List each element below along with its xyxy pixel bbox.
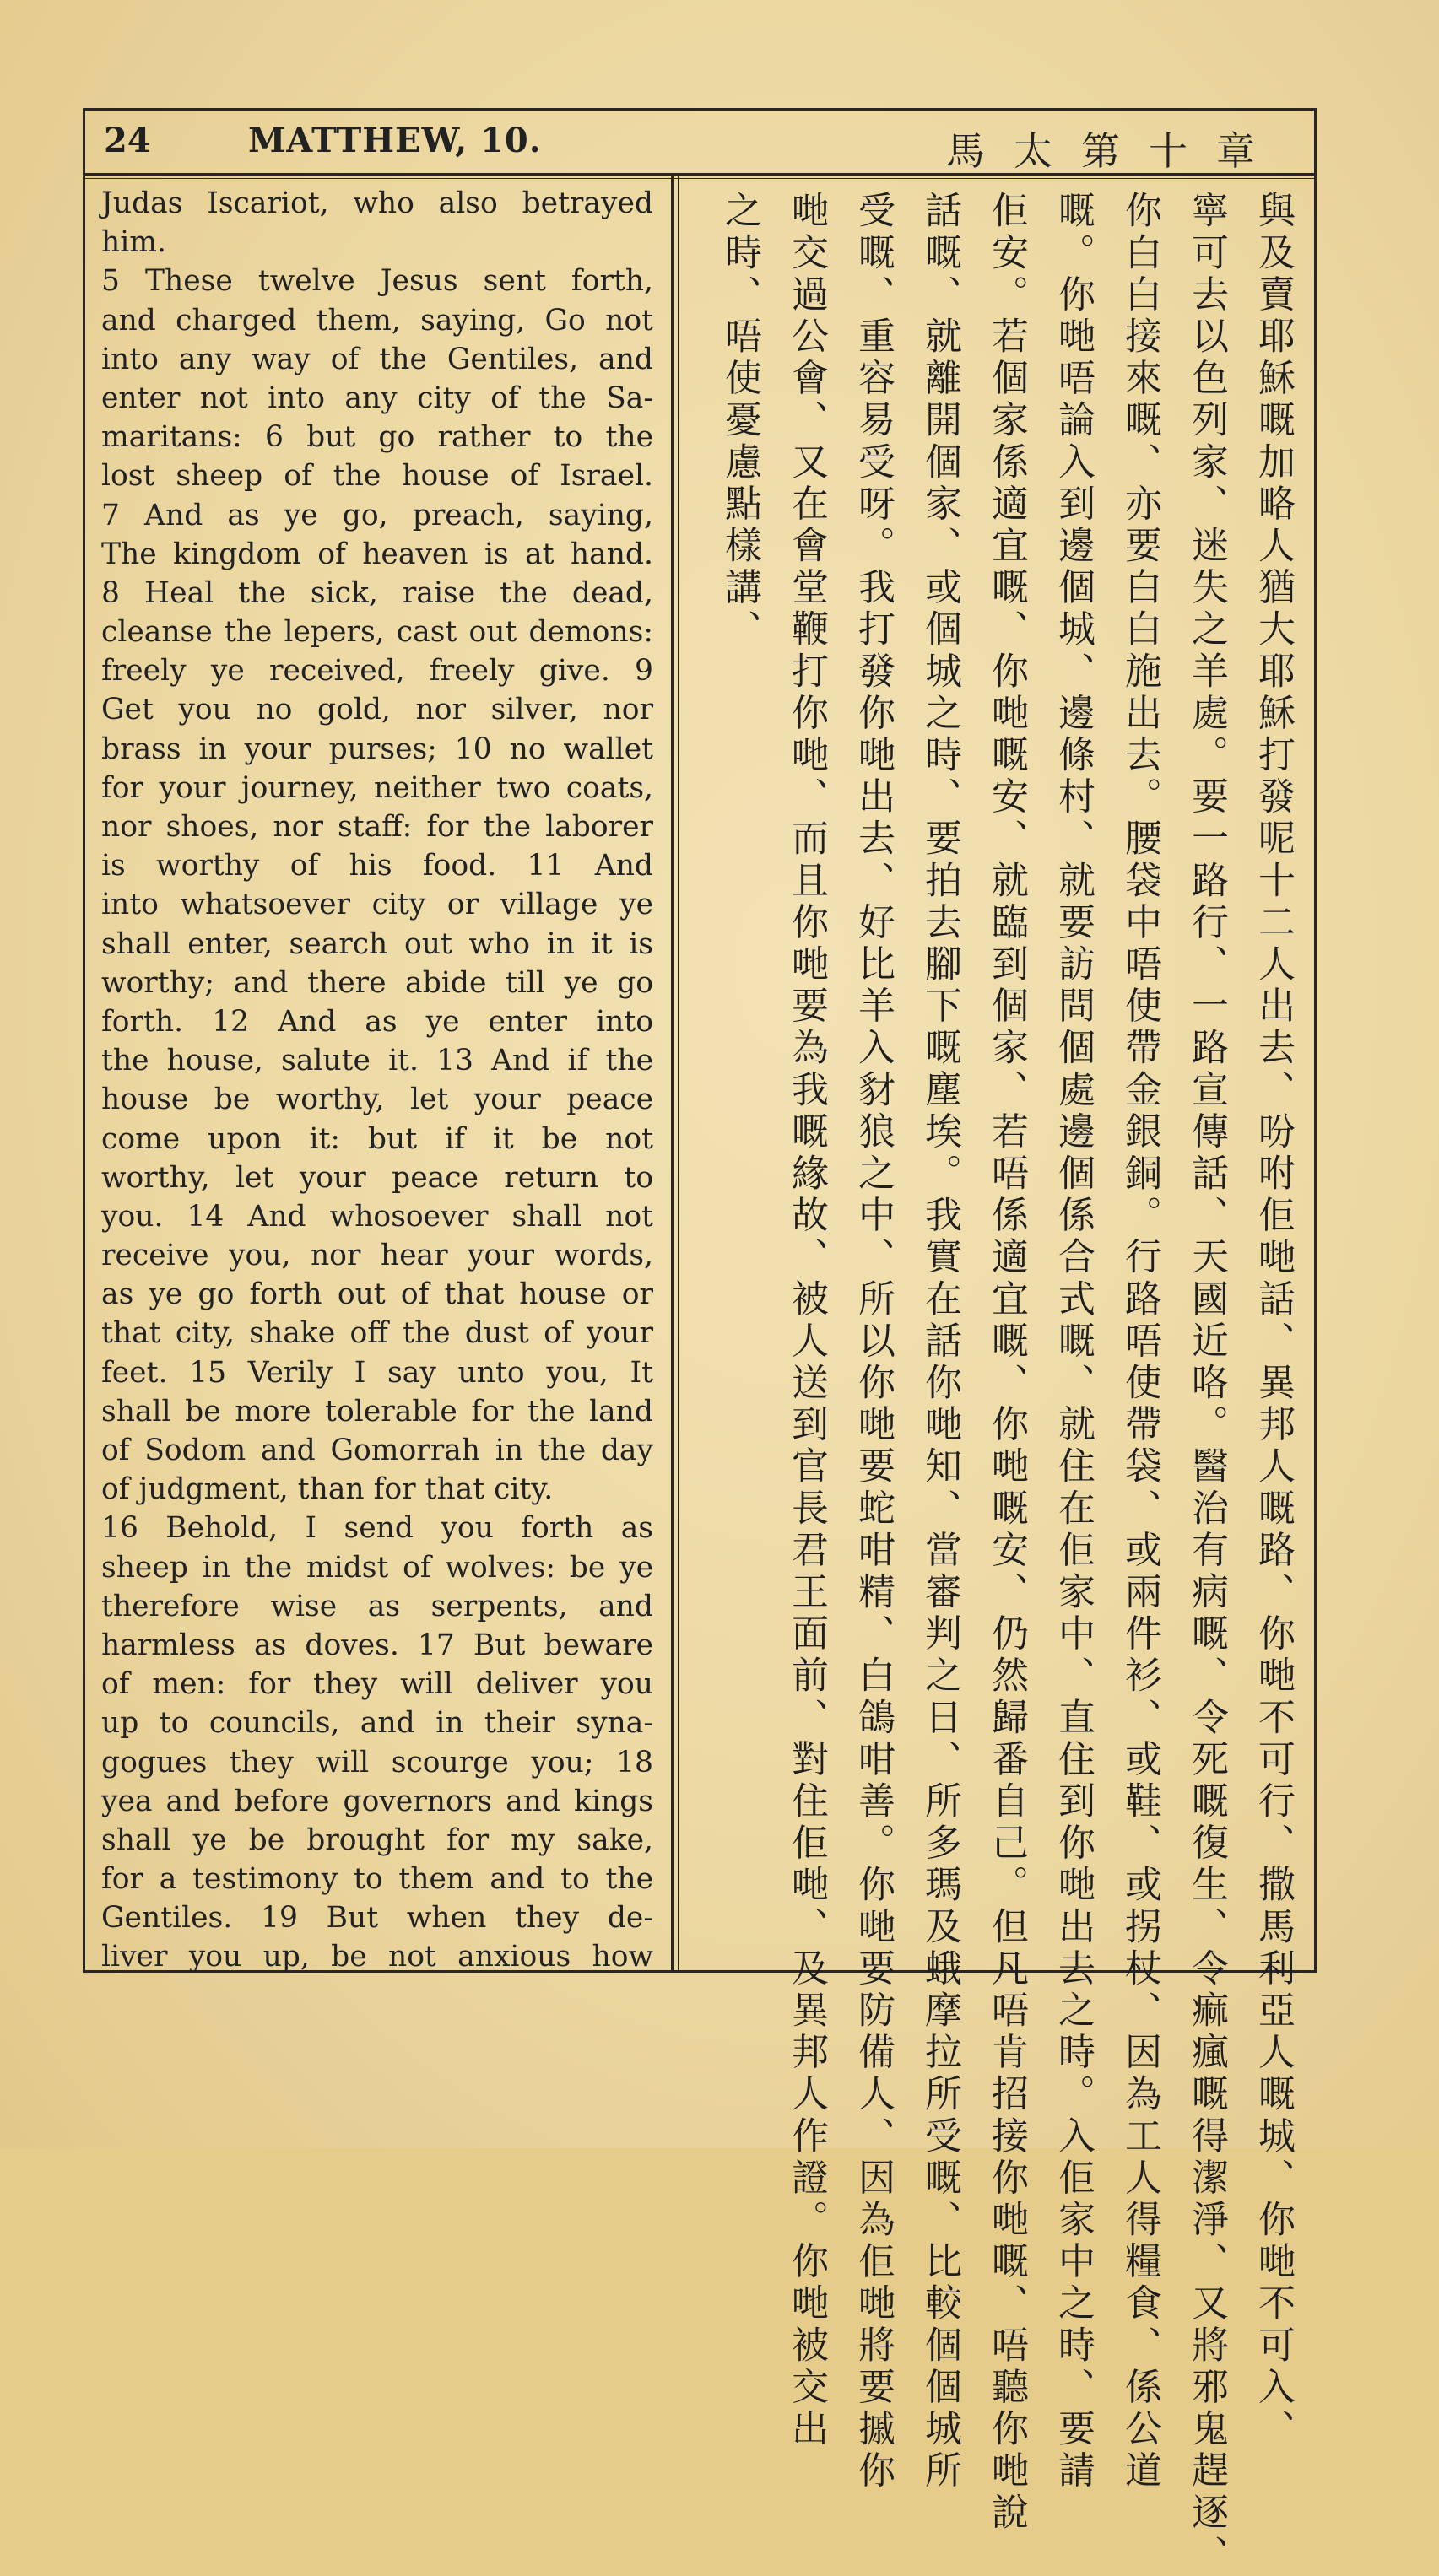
- column-divider-thin: [678, 176, 679, 1972]
- chinese-text-column: 受嘅、重容易受呀。我打發你哋出去、好比羊入豺狼之中、所以你哋要蛇咁精、白鴿咁善。你哋要防備人、因為佢哋將要摵你: [852, 191, 895, 2492]
- text-line: nor shoes, nor staff: for the laborer: [101, 810, 653, 844]
- text-line: and charged them, saying, Go not: [101, 303, 653, 338]
- running-head-english: MATTHEW, 10.: [248, 121, 542, 160]
- page-number: 24: [104, 121, 151, 160]
- header-rule: [85, 173, 1314, 176]
- text-line: yea and before governors and kings: [101, 1784, 653, 1818]
- chinese-text-column: 嘅。你哋唔論入到邊個城、邊條村、就要訪問個處邊個係合式嘅、就住在佢家中、直住到你哋出去之時。入佢家中之時、要請: [1052, 191, 1095, 2492]
- chinese-text-column: 寧可去以色列家、迷失之羊處。要一路行、一路宣傳話、天國近咯。醫治有病嘅、令死嘅復生、令痲瘋嘅得潔淨、又將邪鬼趕逐、: [1185, 191, 1228, 2576]
- text-line: The kingdom of heaven is at hand.: [101, 537, 653, 571]
- chinese-text-column: 之時、唔使憂慮點樣講、: [718, 191, 761, 651]
- text-line: that city, shake off the dust of your: [101, 1316, 653, 1351]
- text-line: maritans: 6 but go rather to the: [101, 420, 653, 455]
- text-line: Judas Iscariot, who also betrayed: [101, 186, 653, 220]
- chinese-text-column: 你白白接來嘅、亦要白白施出去。腰袋中唔使帶金銀銅。行路唔使帶袋、或兩件衫、或鞋、或拐杖、因為工人得糧食、係公道: [1118, 191, 1161, 2492]
- header-rule-thin: [85, 178, 1314, 179]
- text-line: as ye go forth out of that house or: [101, 1277, 653, 1312]
- chinese-text-column: 與及賣耶穌嘅加略人猶大耶穌打發呢十二人出去、吩咐佢哋話、異邦人嘅路、你哋不可行、撒馬利亞人嘅城、你哋不可入、: [1252, 191, 1295, 2451]
- text-line: therefore wise as serpents, and: [101, 1589, 653, 1623]
- text-line: forth. 12 And as ye enter into: [101, 1004, 653, 1039]
- text-line: gogues they will scourge you; 18: [101, 1745, 653, 1779]
- text-line: come upon it: but if it be not: [101, 1121, 653, 1156]
- text-line: liver you up, be not anxious how: [101, 1940, 653, 1974]
- text-line: feet. 15 Verily I say unto you, It: [101, 1355, 653, 1390]
- text-line: shall enter, search out who in it is: [101, 926, 653, 961]
- text-line: is worthy of his food. 11 And: [101, 849, 653, 883]
- text-line: of men: for they will deliver you: [101, 1667, 653, 1702]
- text-line: 5 These twelve Jesus sent forth,: [101, 264, 653, 299]
- text-line: receive you, nor hear your words,: [101, 1239, 653, 1273]
- text-line: sheep in the midst of wolves: be ye: [101, 1550, 653, 1585]
- text-line: Get you no gold, nor silver, nor: [101, 693, 653, 727]
- text-line: cleanse the lepers, cast out demons:: [101, 615, 653, 650]
- text-line: for your journey, neither two coats,: [101, 770, 653, 805]
- text-line: Gentiles. 19 But when they de-: [101, 1901, 653, 1936]
- text-line: 8 Heal the sick, raise the dead,: [101, 575, 653, 610]
- text-line: lost sheep of the house of Israel.: [101, 459, 653, 494]
- chinese-text-column: 哋交過公會、又在會堂鞭打你哋、而且你哋要為我嘅緣故、被人送到官長君王面前、對住佢哋、及異邦人作證。你哋被交出: [785, 191, 828, 2451]
- text-line: worthy, let your peace return to: [101, 1160, 653, 1195]
- text-line: freely ye received, freely give. 9: [101, 654, 653, 689]
- text-line: harmless as doves. 17 But beware: [101, 1628, 653, 1662]
- text-line: house be worthy, let your peace: [101, 1083, 653, 1117]
- text-line: 7 And as ye go, preach, saying,: [101, 498, 653, 532]
- text-line: the house, salute it. 13 And if the: [101, 1044, 653, 1078]
- text-line: shall be more tolerable for the land: [101, 1394, 653, 1428]
- chinese-text-column: 佢安。若個家係適宜嘅、你哋嘅安、就臨到個家、若唔係適宜嘅、你哋嘅安、仍然歸番自己。但凡唔肯招接你哋嘅、唔聽你哋說: [985, 191, 1028, 2535]
- chinese-column: [690, 191, 1306, 2576]
- running-head-chinese: 馬太第十章: [946, 128, 1284, 174]
- text-line: of Sodom and Gomorrah in the day: [101, 1434, 653, 1467]
- text-line: into any way of the Gentiles, and: [101, 342, 653, 376]
- english-column: [101, 184, 653, 1977]
- chinese-text-column: 話嘅、就離開個家、或個城之時、要拍去腳下嘅塵埃。我實在話你哋知、當審判之日、所多瑪及蛾摩拉所受嘅、比較個個城所: [918, 191, 961, 2492]
- text-line: of judgment, than for that city.: [101, 1472, 554, 1507]
- text-line: 16 Behold, I send you forth as: [101, 1511, 653, 1546]
- text-line: into whatsoever city or village ye: [101, 888, 653, 922]
- text-line: you. 14 And whosoever shall not: [101, 1199, 653, 1234]
- text-line: worthy; and there abide till ye go: [101, 965, 653, 1000]
- text-line: brass in your purses; 10 no wallet: [101, 732, 653, 766]
- text-line: up to councils, and in their syna-: [101, 1706, 653, 1741]
- text-line: him.: [101, 225, 166, 260]
- text-line: enter not into any city of the Sa-: [101, 381, 653, 415]
- text-line: shall ye be brought for my sake,: [101, 1823, 653, 1857]
- text-line: for a testimony to them and to the: [101, 1862, 653, 1897]
- column-divider: [671, 176, 674, 1972]
